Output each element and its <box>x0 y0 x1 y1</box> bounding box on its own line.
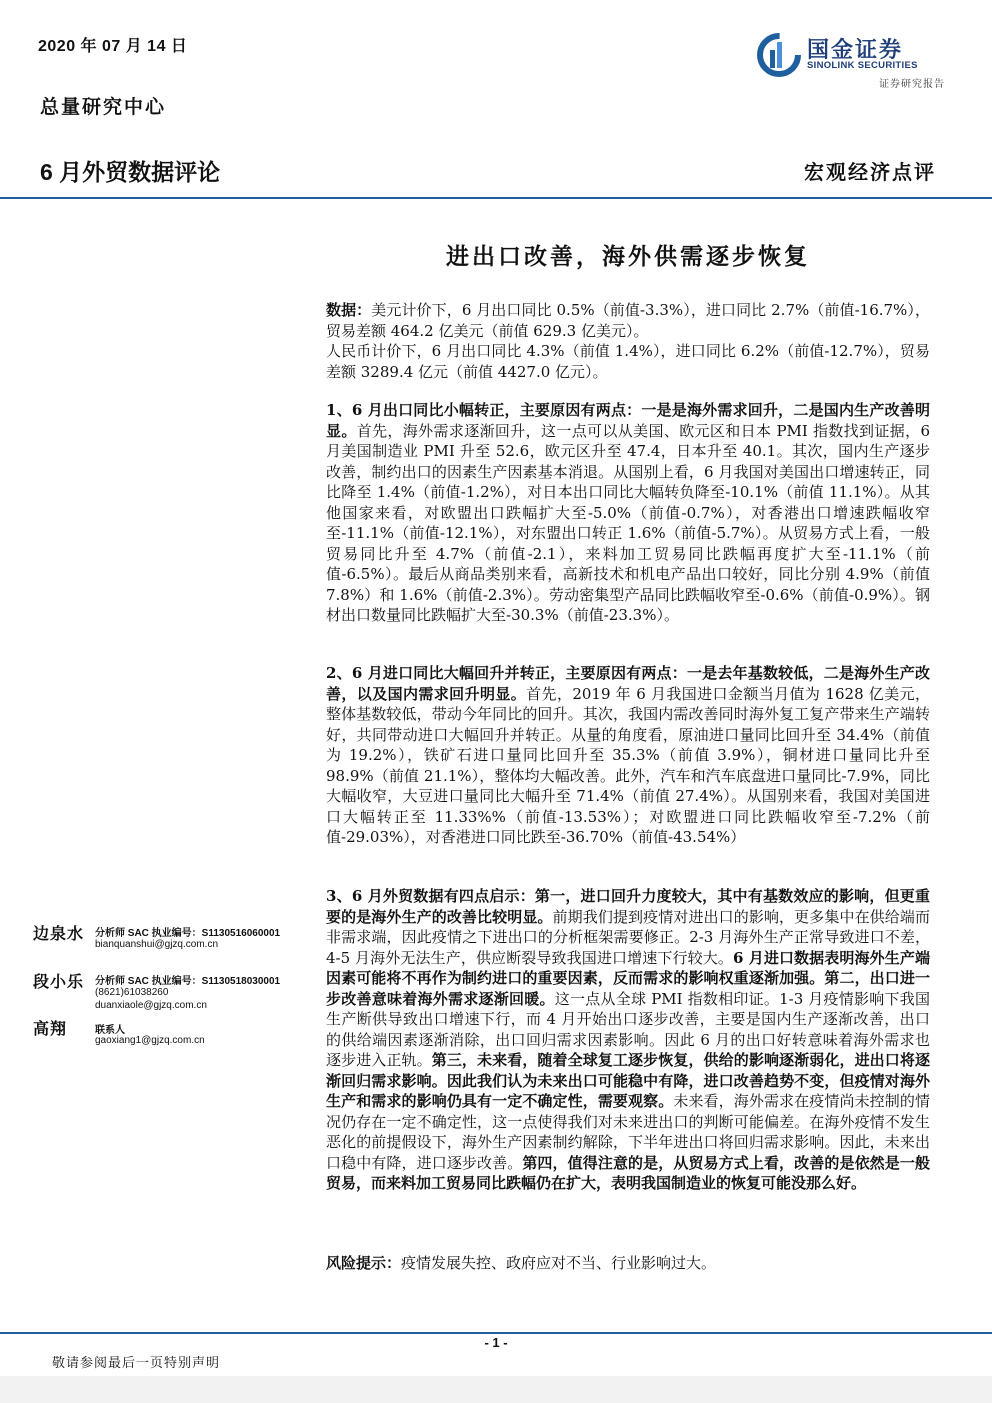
text-run: 人民币计价下，6 月出口同比 4.3%（前值 1.4%），进口同比 6.2%（前值-12.7%），贸易差额 3289.4 亿元（前值 4427.0 亿元）。 <box>326 342 930 381</box>
text-run: 首先，海外需求逐渐回升，这一点可以从美国、欧元区和日本 PMI 指数找到证据，6 月美国制造业 PMI 升至 52.6，欧元区升至 47.4，日本升至 40.1。其次，国内生产逐步改善，制约出口的因素生产因素基本消退。从国别上看，6 月我国对美国出口增速转正，同比降至 1.4%（前值-1.2%），对日本出口同比大幅转负降至-10.1%（前值 11.1%）。从其他国家来看，对欧盟出口跌幅扩大至-5.0%（前值-0.7%），对香港出口增速跌幅收窄至-11.1%（前值-12.1%），对东盟出口转正 1.6%（前值-5.7%）。从贸易方式上看，一般贸易同比升至 4.7%（前值-2.1），来料加工贸易同比跌幅再度扩大至-11.1%（前值-6.5%）。最后从商品类别来看，高新技术和机电产品出口较好，同比分别 4.9%（前值 7.8%）和 1.6%（前值-2.3%）。劳动密集型产品同比跌幅收窄至-0.6%（前值-0.9%）。钢材出口数量同比跌幅扩大至-30.3%（前值-23.3%）。 <box>326 421 930 624</box>
data-paragraph-rmb <box>326 341 930 382</box>
text-run: 疫情发展失控、政府应对不当、行业影响过大。 <box>401 1254 717 1272</box>
bottom-band <box>0 1376 992 1403</box>
data-paragraph-usd <box>326 300 930 341</box>
author-name: 高翔 <box>33 1019 68 1038</box>
report-title: 6 月外贸数据评论 <box>40 159 221 185</box>
author-email[interactable]: gaoxiang1@gjzq.com.cn <box>95 1035 205 1046</box>
bold-run: 3、6 月外贸数据有四点启示：第一，进口回升力度较大，其中有基数效应的影响，但更重要的是海外生产的改善比较明显。 <box>326 887 930 926</box>
text-run: 未来看，海外需求在疫情尚未控制的情况仍存在一定不确定性，这一点使得我们对未来进出口的判断可能偏差。在海外疫情不发生恶化的前提假设下，海外生产因素制约解除，下半年进出口将回归需求影响。因此，未来出口稳中有降，进口逐步改善。 <box>326 1092 930 1172</box>
text-run: 美元计价下，6 月出口同比 0.5%（前值-3.3%），进口同比 2.7%（前值-16.7%），贸易差额 464.2 亿美元（前值 629.3 亿美元）。 <box>326 301 930 340</box>
report-column: 宏观经济点评 <box>804 160 936 184</box>
author-role: 分析师 SAC 执业编号：S1130518030001 <box>95 976 281 987</box>
research-center: 总量研究中心 <box>40 96 167 118</box>
section-3-paragraph <box>326 886 930 1194</box>
report-date: 2020 年 07 月 14 日 <box>38 38 188 55</box>
author-name: 边泉水 <box>33 924 85 943</box>
risk-paragraph <box>326 1253 930 1274</box>
bold-run: 第三，未来看，随着全球复工逐步恢复，供给的影响逐渐弱化，进出口将逐渐回归需求影响。因此我们认为未来出口可能稳中有降，进口改善趋势不变，但疫情对海外生产和需求的影响仍具有一定不确定性，需要观察。 <box>326 1051 930 1110</box>
author-2 <box>33 969 303 1019</box>
author-email[interactable]: bianquanshui@gjzq.com.cn <box>95 939 219 950</box>
author-name: 段小乐 <box>33 972 85 991</box>
bold-run: 风险提示： <box>326 1254 402 1272</box>
logo-subtitle: 证券研究报告 <box>879 79 945 90</box>
bold-run: 数据： <box>326 301 372 319</box>
text-run: 前期我们提到疫情对进出口的影响，更多集中在供给端而非需求端，因此疫情之下进出口的分析框架需要修正。2-3 月海外生产正常导致进口不差，4-5 月海外无法生产，供应断裂导致我国进口增速下行较大。 <box>326 907 930 967</box>
author-3 <box>33 1016 303 1052</box>
text-run: 这一点从全球 PMI 指数相印证。1-3 月疫情影响下我国生产断供导致出口增速下行，而 4 月开始出口逐步改善，主要是国内生产逐渐改善，出口的供给端因素逐渐消除，出口回归需求因素影响。因此 6 月的出口好转意味着海外需求也逐步进入正轨。 <box>326 989 930 1069</box>
page-number: - 1 - <box>484 1335 508 1350</box>
bold-run: 第四，值得注意的是，从贸易方式上看，改善的是依然是一般贸易，而来料加工贸易同比跌幅仍在扩大，表明我国制造业的恢复可能没那么好。 <box>326 1153 930 1192</box>
author-role: 联系人 <box>95 1025 125 1036</box>
author-role: 分析师 SAC 执业编号：S1130516060001 <box>95 928 281 939</box>
bold-run: 6 月进口数据表明海外生产端因素可能将不再作为制约进口的重要因素，反而需求的影响权重逐渐加强。第二，出口进一步改善意味着海外需求逐渐回暖。 <box>326 948 930 1008</box>
author-email[interactable]: duanxiaole@gjzq.com.cn <box>95 1000 207 1011</box>
section-2-paragraph <box>326 663 930 848</box>
logo-mark-icon <box>757 33 801 77</box>
header-rule <box>0 197 992 199</box>
logo-chinese-name: 国金证券 <box>807 37 904 62</box>
company-logo <box>757 31 945 93</box>
text-run: 首先，2019 年 6 月我国进口金额当月值为 1628 亿美元，整体基数较低，带动今年同比的回升。其次，我国内需改善同时海外复工复产带来生产端转好，共同带动进口大幅回升并转正。从量的角度看，原油进口量同比回升至 34.4%（前值为 19.2%），铁矿石进口量同比回升至 35.3%（前值 3.9%），铜材进口量同比升至 98.9%（前值 21.1%），整体均大幅改善。此外，汽车和汽车底盘进口量同比-7.9%，同比大幅收窄，大豆进口量同比大幅升至 71.4%（前值 27.4%）。从国别来看，我国对美国进口大幅转正至 11.33%%（前值-13.53%）；对欧盟进口同比跌幅收窄至-7.2%（前值-29.03%），对香港进口同比跌至-36.70%（前值-43.54%） <box>326 684 930 846</box>
bold-run: 1、6 月出口同比小幅转正，主要原因有两点：一是是海外需求回升，二是国内生产改善明显。 <box>326 401 930 440</box>
author-1 <box>33 921 303 957</box>
disclaimer: 敬请参阅最后一页特别声明 <box>52 1356 221 1371</box>
footer-rule <box>0 1332 992 1334</box>
bold-run: 2、6 月进口同比大幅回升并转正，主要原因有两点：一是去年基数较低，二是海外生产改善，以及国内需求回升明显。 <box>326 664 930 703</box>
section-1-paragraph <box>326 400 930 626</box>
author-phone: (8621)61038260 <box>95 987 169 998</box>
logo-english-name: SINOLINK SECURITIES <box>807 60 918 71</box>
headline: 进出口改善，海外供需逐步恢复 <box>446 243 810 270</box>
